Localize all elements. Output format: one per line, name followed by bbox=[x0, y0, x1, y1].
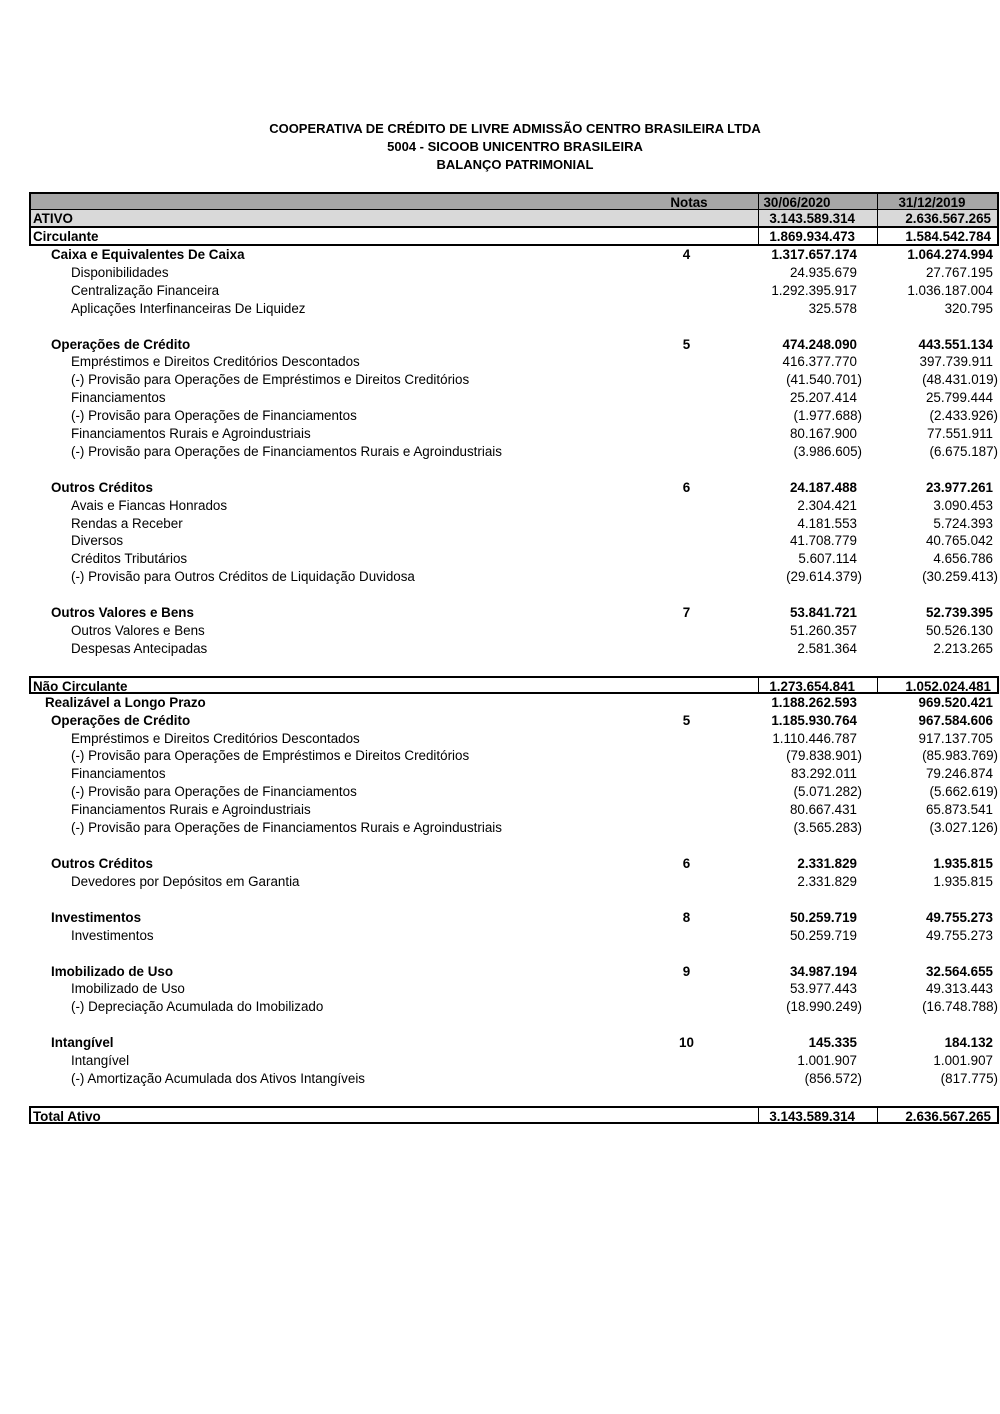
row-label: Diversos bbox=[71, 533, 124, 549]
line-item-row bbox=[29, 765, 999, 783]
value-period1: 25.207.414 bbox=[789, 390, 857, 406]
value-period2: 49.755.273 bbox=[925, 927, 993, 943]
nao-circulante-row bbox=[29, 676, 999, 694]
value-period2: 3.090.453 bbox=[933, 497, 993, 513]
value-period1: 325.578 bbox=[808, 300, 857, 316]
value-period2: 1.584.542.784 bbox=[905, 229, 991, 244]
row-label: Disponibilidades bbox=[71, 264, 169, 280]
value-period2: 2.636.567.265 bbox=[905, 1108, 991, 1124]
line-item-row bbox=[29, 747, 999, 765]
column-divider bbox=[758, 1108, 759, 1124]
nao-circulante-groups bbox=[29, 712, 999, 1106]
value-period1: (1.977.688) bbox=[793, 408, 862, 424]
value-period1: 80.667.431 bbox=[789, 802, 857, 818]
company-name: COOPERATIVA DE CRÉDITO DE LIVRE ADMISSÃO CENTRO BRASILEIRA LTDA bbox=[269, 121, 761, 136]
group-row bbox=[29, 604, 999, 622]
row-label: Empréstimos e Direitos Creditórios Descontados bbox=[71, 730, 360, 746]
row-label: Total Ativo bbox=[33, 1108, 101, 1124]
row-label: Devedores por Depósitos em Garantia bbox=[71, 873, 300, 889]
row-label: Aplicações Interfinanceiras De Liquidez bbox=[71, 300, 306, 316]
value-period2: 1.935.815 bbox=[933, 855, 993, 871]
column-divider bbox=[877, 678, 878, 694]
realizavel-longo-prazo-row bbox=[29, 694, 999, 712]
value-period1: 50.259.719 bbox=[789, 909, 857, 925]
value-period1: (29.614.379) bbox=[786, 569, 862, 585]
value-period2: 2.213.265 bbox=[933, 640, 993, 656]
note-reference: 9 bbox=[682, 963, 691, 979]
value-period1: 24.187.488 bbox=[789, 479, 857, 495]
value-period2: 969.520.421 bbox=[918, 694, 993, 710]
line-item-row bbox=[29, 783, 999, 801]
period2-column-header: 31/12/2019 bbox=[898, 195, 966, 210]
line-item-row bbox=[29, 1070, 999, 1088]
value-period1: 145.335 bbox=[808, 1035, 857, 1051]
row-label: Despesas Antecipadas bbox=[71, 640, 208, 656]
period1-column-header: 30/06/2020 bbox=[763, 195, 831, 210]
spacer bbox=[29, 461, 999, 479]
line-item-row bbox=[29, 998, 999, 1016]
row-label: (-) Amortização Acumulada dos Ativos Intangíveis bbox=[71, 1070, 365, 1086]
document-title: BALANÇO PATRIMONIAL bbox=[436, 157, 594, 172]
value-period1: 416.377.770 bbox=[782, 354, 857, 370]
value-period1: 5.607.114 bbox=[798, 551, 857, 567]
row-label: Operações de Crédito bbox=[51, 336, 191, 352]
circulante-row bbox=[29, 228, 999, 246]
group-row bbox=[29, 712, 999, 730]
value-period1: 1.188.262.593 bbox=[771, 694, 857, 710]
line-item-row bbox=[29, 532, 999, 550]
row-label: Financiamentos Rurais e Agroindustriais bbox=[71, 426, 311, 442]
spacer bbox=[29, 658, 999, 676]
spacer bbox=[29, 586, 999, 604]
spacer bbox=[29, 318, 999, 336]
value-period2: 27.767.195 bbox=[925, 264, 993, 280]
row-label: (-) Provisão para Operações de Empréstimos e Direitos Creditórios bbox=[71, 372, 470, 388]
line-item-row bbox=[29, 407, 999, 425]
value-period1: 474.248.090 bbox=[782, 336, 857, 352]
row-label: Outros Créditos bbox=[51, 855, 153, 871]
row-label: (-) Depreciação Acumulada do Imobilizado bbox=[71, 999, 324, 1015]
value-period2: (6.675.187) bbox=[929, 443, 998, 459]
spacer bbox=[29, 837, 999, 855]
value-period2: 32.564.655 bbox=[925, 963, 993, 979]
line-item-row bbox=[29, 819, 999, 837]
value-period2: (3.027.126) bbox=[929, 820, 998, 836]
value-period2: (2.433.926) bbox=[929, 408, 998, 424]
value-period1: 1.869.934.473 bbox=[769, 229, 855, 244]
value-period2: (48.431.019) bbox=[922, 372, 998, 388]
row-label: Operações de Crédito bbox=[51, 712, 191, 728]
row-label: Financiamentos Rurais e Agroindustriais bbox=[71, 802, 311, 818]
value-period2: 967.584.606 bbox=[918, 712, 993, 728]
column-divider bbox=[877, 210, 878, 228]
note-reference: 5 bbox=[682, 336, 691, 352]
row-label: Créditos Tributários bbox=[71, 551, 188, 567]
value-period1: 80.167.900 bbox=[789, 426, 857, 442]
value-period1: 1.110.446.787 bbox=[772, 730, 857, 746]
line-item-row bbox=[29, 515, 999, 533]
row-label: Caixa e Equivalentes De Caixa bbox=[51, 247, 245, 262]
value-period1: (5.071.282) bbox=[793, 784, 862, 800]
value-period2: 2.636.567.265 bbox=[905, 211, 991, 226]
line-item-row bbox=[29, 568, 999, 586]
value-period1: 1.292.395.917 bbox=[771, 282, 857, 298]
value-period2: 49.755.273 bbox=[925, 909, 993, 925]
line-item-row bbox=[29, 282, 999, 300]
row-label: (-) Provisão para Outros Créditos de Liquidação Duvidosa bbox=[71, 569, 415, 585]
value-period1: 41.708.779 bbox=[789, 533, 857, 549]
spacer bbox=[29, 1016, 999, 1034]
value-period2: 397.739.911 bbox=[919, 354, 993, 370]
row-label: Imobilizado de Uso bbox=[71, 981, 185, 997]
row-label: (-) Provisão para Operações de Financiamentos bbox=[71, 784, 357, 800]
note-reference: 4 bbox=[682, 247, 691, 262]
row-label: Financiamentos bbox=[71, 766, 166, 782]
value-period2: 65.873.541 bbox=[925, 802, 993, 818]
note-reference: 6 bbox=[682, 479, 691, 495]
note-reference: 5 bbox=[682, 712, 691, 728]
value-period1: 2.304.421 bbox=[797, 497, 857, 513]
value-period1: 24.935.679 bbox=[789, 264, 857, 280]
note-reference: 10 bbox=[679, 1035, 694, 1051]
line-item-row bbox=[29, 980, 999, 998]
row-label: Outros Valores e Bens bbox=[51, 605, 194, 621]
line-item-row bbox=[29, 389, 999, 407]
row-label: (-) Provisão para Operações de Financiamentos Rurais e Agroindustriais bbox=[71, 443, 502, 459]
value-period1: 53.841.721 bbox=[789, 605, 857, 621]
value-period1: (3.986.605) bbox=[793, 443, 862, 459]
line-item-row bbox=[29, 640, 999, 658]
value-period1: 50.259.719 bbox=[789, 927, 857, 943]
value-period2: 23.977.261 bbox=[925, 479, 993, 495]
line-item-row bbox=[29, 927, 999, 945]
value-period1: (18.990.249) bbox=[786, 999, 862, 1015]
value-period2: 79.246.874 bbox=[925, 766, 993, 782]
line-item-row bbox=[29, 622, 999, 640]
ativo-row bbox=[29, 210, 999, 228]
value-period2: 1.935.815 bbox=[933, 873, 993, 889]
group-row bbox=[29, 963, 999, 981]
value-period1: 2.581.364 bbox=[797, 640, 857, 656]
note-reference: 7 bbox=[682, 605, 691, 621]
row-label: Outros Valores e Bens bbox=[71, 623, 205, 639]
row-label: Avais e Fiancas Honrados bbox=[71, 497, 228, 513]
value-period2: 4.656.786 bbox=[933, 551, 993, 567]
line-item-row bbox=[29, 497, 999, 515]
value-period1: 1.273.654.841 bbox=[769, 678, 855, 694]
row-label: Empréstimos e Direitos Creditórios Descontados bbox=[71, 354, 360, 370]
row-label: Investimentos bbox=[51, 909, 142, 925]
row-label: Centralização Financeira bbox=[71, 282, 220, 298]
value-period2: 52.739.395 bbox=[925, 605, 993, 621]
value-period2: (5.662.619) bbox=[929, 784, 998, 800]
row-label: Financiamentos bbox=[71, 390, 166, 406]
line-item-row bbox=[29, 264, 999, 282]
value-period2: 1.052.024.481 bbox=[905, 678, 991, 694]
table-header-row bbox=[29, 192, 999, 210]
row-label: ATIVO bbox=[33, 211, 73, 226]
unit-name: 5004 - SICOOB UNICENTRO BRASILEIRA bbox=[387, 139, 643, 154]
value-period2: (30.259.413) bbox=[922, 569, 998, 585]
spacer bbox=[29, 1088, 999, 1106]
group-row bbox=[29, 855, 999, 873]
value-period1: 2.331.829 bbox=[797, 855, 857, 871]
note-reference: 8 bbox=[682, 909, 691, 925]
line-item-row bbox=[29, 425, 999, 443]
value-period2: 25.799.444 bbox=[925, 390, 993, 406]
row-label: Intangível bbox=[51, 1035, 114, 1051]
line-item-row bbox=[29, 801, 999, 819]
row-label: Outros Créditos bbox=[51, 479, 153, 495]
column-divider bbox=[758, 210, 759, 228]
circulante-groups bbox=[29, 246, 999, 676]
notes-column-header: Notas bbox=[670, 195, 708, 210]
value-period1: 1.317.657.174 bbox=[771, 247, 857, 262]
row-label: Rendas a Receber bbox=[71, 515, 183, 531]
value-period1: 2.331.829 bbox=[797, 873, 857, 889]
value-period1: 34.987.194 bbox=[789, 963, 857, 979]
balance-sheet-table bbox=[29, 192, 999, 1124]
value-period2: (817.775) bbox=[940, 1070, 998, 1086]
group-row bbox=[29, 1034, 999, 1052]
value-period1: 1.001.907 bbox=[797, 1053, 857, 1069]
value-period2: 184.132 bbox=[944, 1035, 993, 1051]
value-period2: (16.748.788) bbox=[922, 999, 998, 1015]
row-label: (-) Provisão para Operações de Financiamentos bbox=[71, 408, 357, 424]
row-label: Não Circulante bbox=[33, 678, 128, 694]
line-item-row bbox=[29, 873, 999, 891]
value-period2: 5.724.393 bbox=[933, 515, 993, 531]
value-period2: 1.064.274.994 bbox=[907, 247, 993, 262]
group-row bbox=[29, 479, 999, 497]
value-period1: 3.143.589.314 bbox=[769, 1108, 855, 1124]
value-period1: (41.540.701) bbox=[786, 372, 862, 388]
group-row bbox=[29, 909, 999, 927]
value-period1: (3.565.283) bbox=[793, 820, 862, 836]
row-label: (-) Provisão para Operações de Empréstimos e Direitos Creditórios bbox=[71, 748, 470, 764]
value-period1: 1.185.930.764 bbox=[771, 712, 857, 728]
value-period1: 4.181.553 bbox=[797, 515, 857, 531]
value-period2: 77.551.911 bbox=[926, 426, 993, 442]
value-period1: (79.838.901) bbox=[786, 748, 862, 764]
spacer bbox=[29, 891, 999, 909]
row-label: Circulante bbox=[33, 229, 99, 244]
line-item-row bbox=[29, 1052, 999, 1070]
value-period2: 1.036.187.004 bbox=[907, 282, 993, 298]
line-item-row bbox=[29, 371, 999, 389]
value-period1: 3.143.589.314 bbox=[769, 211, 855, 226]
note-reference: 6 bbox=[682, 855, 691, 871]
value-period2: 49.313.443 bbox=[925, 981, 993, 997]
group-row bbox=[29, 246, 999, 264]
line-item-row bbox=[29, 353, 999, 371]
group-row bbox=[29, 336, 999, 354]
value-period2: 917.137.705 bbox=[918, 730, 993, 746]
row-label: Intangível bbox=[71, 1053, 130, 1069]
value-period2: (85.983.769) bbox=[922, 748, 998, 764]
column-divider bbox=[877, 228, 878, 244]
value-period2: 1.001.907 bbox=[933, 1053, 993, 1069]
line-item-row bbox=[29, 443, 999, 461]
column-divider bbox=[877, 1108, 878, 1124]
column-divider bbox=[758, 678, 759, 694]
row-label: Investimentos bbox=[71, 927, 154, 943]
row-label: (-) Provisão para Operações de Financiamentos Rurais e Agroindustriais bbox=[71, 820, 502, 836]
value-period1: 51.260.357 bbox=[789, 623, 857, 639]
value-period2: 320.795 bbox=[944, 300, 993, 316]
value-period1: 53.977.443 bbox=[789, 981, 857, 997]
spacer bbox=[29, 945, 999, 963]
value-period1: (856.572) bbox=[804, 1070, 862, 1086]
row-label: Realizável a Longo Prazo bbox=[45, 694, 206, 710]
value-period2: 50.526.130 bbox=[925, 623, 993, 639]
row-label: Imobilizado de Uso bbox=[51, 963, 174, 979]
line-item-row bbox=[29, 730, 999, 748]
value-period2: 40.765.042 bbox=[925, 533, 993, 549]
value-period2: 443.551.134 bbox=[918, 336, 993, 352]
value-period1: 83.292.011 bbox=[790, 766, 857, 782]
line-item-row bbox=[29, 300, 999, 318]
column-divider bbox=[758, 228, 759, 244]
line-item-row bbox=[29, 550, 999, 568]
total-ativo-row bbox=[29, 1106, 999, 1124]
document-header bbox=[0, 120, 1000, 174]
